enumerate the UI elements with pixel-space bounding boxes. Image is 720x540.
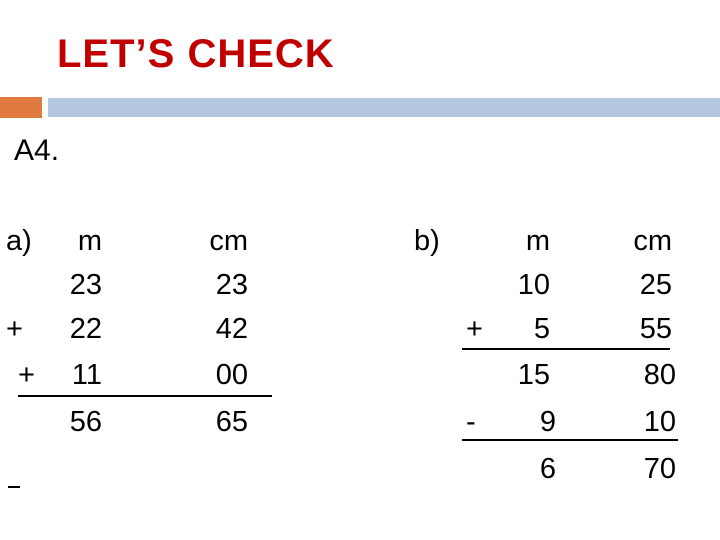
part-b-cm-value: 80 — [643, 359, 676, 391]
part-a-operator: + — [6, 313, 23, 345]
part-b-m-header: m — [525, 225, 550, 257]
part-b-operator: - — [466, 406, 476, 438]
part-a-cm-value: 00 — [215, 359, 248, 391]
part-a-m-value: 23 — [69, 269, 102, 301]
part-a-m-total: 56 — [69, 406, 102, 438]
part-b-cm-total: 70 — [643, 453, 676, 485]
part-b-cm-value: 10 — [643, 406, 676, 438]
part-b-cm-value: 25 — [639, 269, 672, 301]
part-b-m-value: 5 — [533, 313, 550, 345]
part-a-cm-header: cm — [209, 225, 248, 257]
part-a-m-value: 11 — [71, 359, 102, 391]
part-b-label: b) — [414, 225, 440, 257]
problem-label: A4. — [14, 134, 60, 167]
slide-title: LET’S CHECK — [57, 32, 335, 76]
part-b-m-value: 9 — [539, 406, 556, 438]
part-a-m-value: 22 — [69, 313, 102, 345]
part-b-m-value: 10 — [517, 269, 550, 301]
part-b-m-value: 15 — [517, 359, 550, 391]
part-b-sum-line — [462, 348, 670, 350]
part-b-cm-header: cm — [633, 225, 672, 257]
part-a-cm-total: 65 — [215, 406, 248, 438]
part-a-cm-value: 42 — [215, 313, 248, 345]
title-divider-bar — [48, 98, 720, 117]
part-a-operator: + — [18, 359, 35, 391]
part-a-m-header: m — [77, 225, 102, 257]
part-b-m-total: 6 — [539, 453, 556, 485]
part-a-sum-line — [18, 395, 272, 397]
part-b-operator: + — [466, 313, 483, 345]
part-a-cm-value: 23 — [215, 269, 248, 301]
title-accent-bar — [0, 97, 42, 118]
part-a-label: a) — [6, 225, 32, 257]
part-b-difference-line — [462, 439, 678, 441]
part-b-cm-value: 55 — [639, 313, 672, 345]
stray-underline — [8, 486, 20, 488]
